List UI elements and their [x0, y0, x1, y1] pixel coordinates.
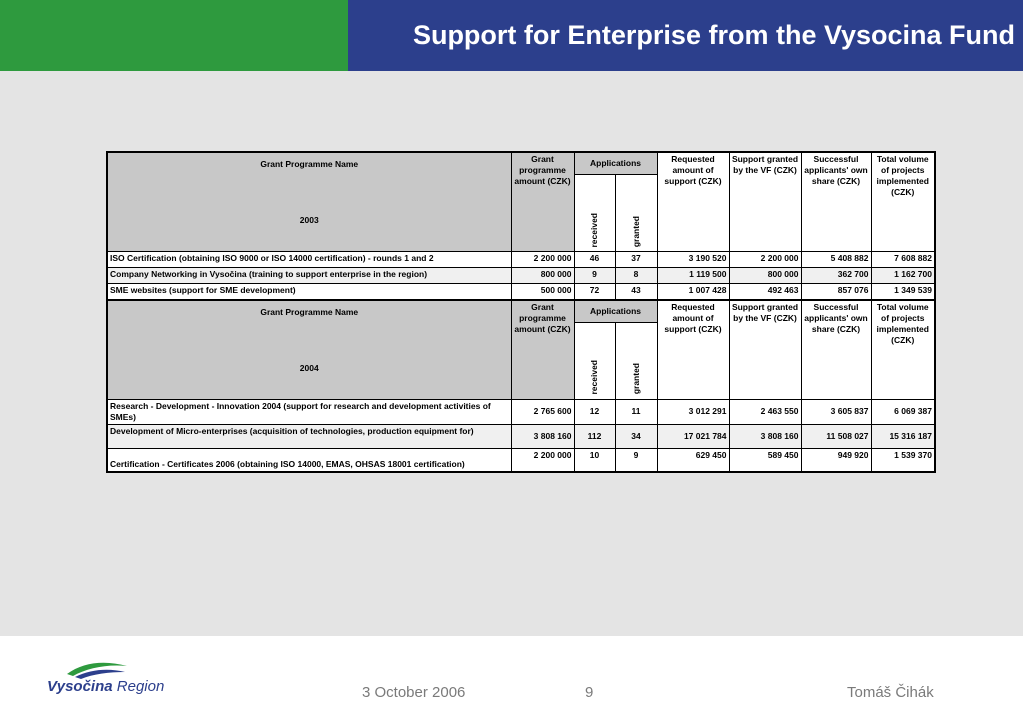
table-row [107, 268, 935, 284]
row-support: 800 000 [729, 268, 801, 284]
row-received: 72 [574, 284, 615, 300]
vysocina-region-logo [47, 660, 167, 700]
table-row [107, 448, 935, 472]
row-total: 1 162 700 [871, 268, 935, 284]
grants-table [106, 151, 936, 473]
row-total: 1 349 539 [871, 284, 935, 300]
row-requested: 3 190 520 [657, 252, 729, 268]
header-amount: Grant programme amount (CZK) [511, 300, 574, 400]
granted-label: granted [630, 215, 641, 247]
row-share: 5 408 882 [801, 252, 871, 268]
header-name-2003 [107, 152, 511, 252]
slide-footer [0, 636, 1023, 723]
row-amount: 2 200 000 [511, 252, 574, 268]
row-share: 3 605 837 [801, 399, 871, 424]
row-requested: 1 007 428 [657, 284, 729, 300]
header-applications: Applications [574, 152, 657, 175]
row-name: Certification - Certificates 2006 (obtaining ISO 14000, EMAS, OHSAS 18001 certification) [107, 448, 511, 472]
row-received: 12 [574, 399, 615, 424]
row-support: 2 463 550 [729, 399, 801, 424]
logo-word-vysocina: Vysočina [47, 678, 113, 695]
received-label: received [589, 212, 599, 247]
row-total: 15 316 187 [871, 424, 935, 448]
header-name-label: Grant Programme Name [260, 159, 359, 169]
page-number: 9 [585, 684, 594, 701]
row-name: Company Networking in Vysočina (training to support enterprise in the region) [107, 268, 511, 284]
row-name: Development of Micro-enterprises (acquisition of technologies, production equipment for) [107, 424, 511, 448]
table-row [107, 252, 935, 268]
footer-date: 3 October 2006 [362, 684, 466, 701]
header-share: Successful applicants' own share (CZK) [801, 300, 871, 400]
logo-word-region: Region [112, 678, 165, 695]
row-received: 46 [574, 252, 615, 268]
header-amount: Grant programme amount (CZK) [511, 152, 574, 252]
header-total: Total volume of projects implemented (CZK) [871, 152, 935, 252]
header-received [574, 175, 615, 252]
row-requested: 1 119 500 [657, 268, 729, 284]
row-granted: 34 [615, 424, 657, 448]
footer-author: Tomáš Čihák [847, 684, 934, 701]
swoosh-icon [65, 660, 135, 680]
header-total: Total volume of projects implemented (CZK) [871, 300, 935, 400]
header-requested: Requested amount of support (CZK) [657, 300, 729, 400]
row-granted: 9 [615, 448, 657, 472]
header-support: Support granted by the VF (CZK) [729, 152, 801, 252]
header-support: Support granted by the VF (CZK) [729, 300, 801, 400]
row-share: 949 920 [801, 448, 871, 472]
row-received: 112 [574, 424, 615, 448]
row-amount: 2 765 600 [511, 399, 574, 424]
header-name-2004 [107, 300, 511, 400]
received-label: received [589, 360, 599, 395]
row-amount: 3 808 160 [511, 424, 574, 448]
row-support: 492 463 [729, 284, 801, 300]
header-granted [615, 322, 657, 399]
row-total: 1 539 370 [871, 448, 935, 472]
row-received: 9 [574, 268, 615, 284]
year-label-2004: 2004 [299, 362, 319, 373]
row-amount: 800 000 [511, 268, 574, 284]
row-support: 2 200 000 [729, 252, 801, 268]
row-amount: 500 000 [511, 284, 574, 300]
table-row [107, 424, 935, 448]
row-total: 6 069 387 [871, 399, 935, 424]
row-granted: 11 [615, 399, 657, 424]
row-requested: 17 021 784 [657, 424, 729, 448]
slide-title: Support for Enterprise from the Vysocina Fund [412, 20, 1015, 50]
header-granted [615, 175, 657, 252]
header-name-label: Grant Programme Name [260, 306, 359, 317]
row-total: 7 608 882 [871, 252, 935, 268]
row-amount: 2 200 000 [511, 448, 574, 472]
row-name: Research - Development - Innovation 2004 (support for research and development activities of SMEs) [107, 399, 511, 424]
header-requested: Requested amount of support (CZK) [657, 152, 729, 252]
row-support: 589 450 [729, 448, 801, 472]
row-share: 362 700 [801, 268, 871, 284]
header-received [574, 322, 615, 399]
row-granted: 43 [615, 284, 657, 300]
slide-content [0, 71, 1023, 636]
row-granted: 8 [615, 268, 657, 284]
header-share: Successful applicants' own share (CZK) [801, 152, 871, 252]
row-share: 11 508 027 [801, 424, 871, 448]
row-name: SME websites (support for SME development) [107, 284, 511, 300]
row-requested: 3 012 291 [657, 399, 729, 424]
year-label-2003: 2003 [299, 215, 319, 225]
granted-label: granted [630, 363, 641, 395]
table-row [107, 399, 935, 424]
row-requested: 629 450 [657, 448, 729, 472]
row-support: 3 808 160 [729, 424, 801, 448]
slide-header [0, 0, 1023, 71]
table-row [107, 284, 935, 300]
row-name: ISO Certification (obtaining ISO 9000 or ISO 14000 certification) - rounds 1 and 2 [107, 252, 511, 268]
row-share: 857 076 [801, 284, 871, 300]
row-received: 10 [574, 448, 615, 472]
green-band [0, 0, 348, 71]
row-granted: 37 [615, 252, 657, 268]
header-applications: Applications [574, 300, 657, 323]
